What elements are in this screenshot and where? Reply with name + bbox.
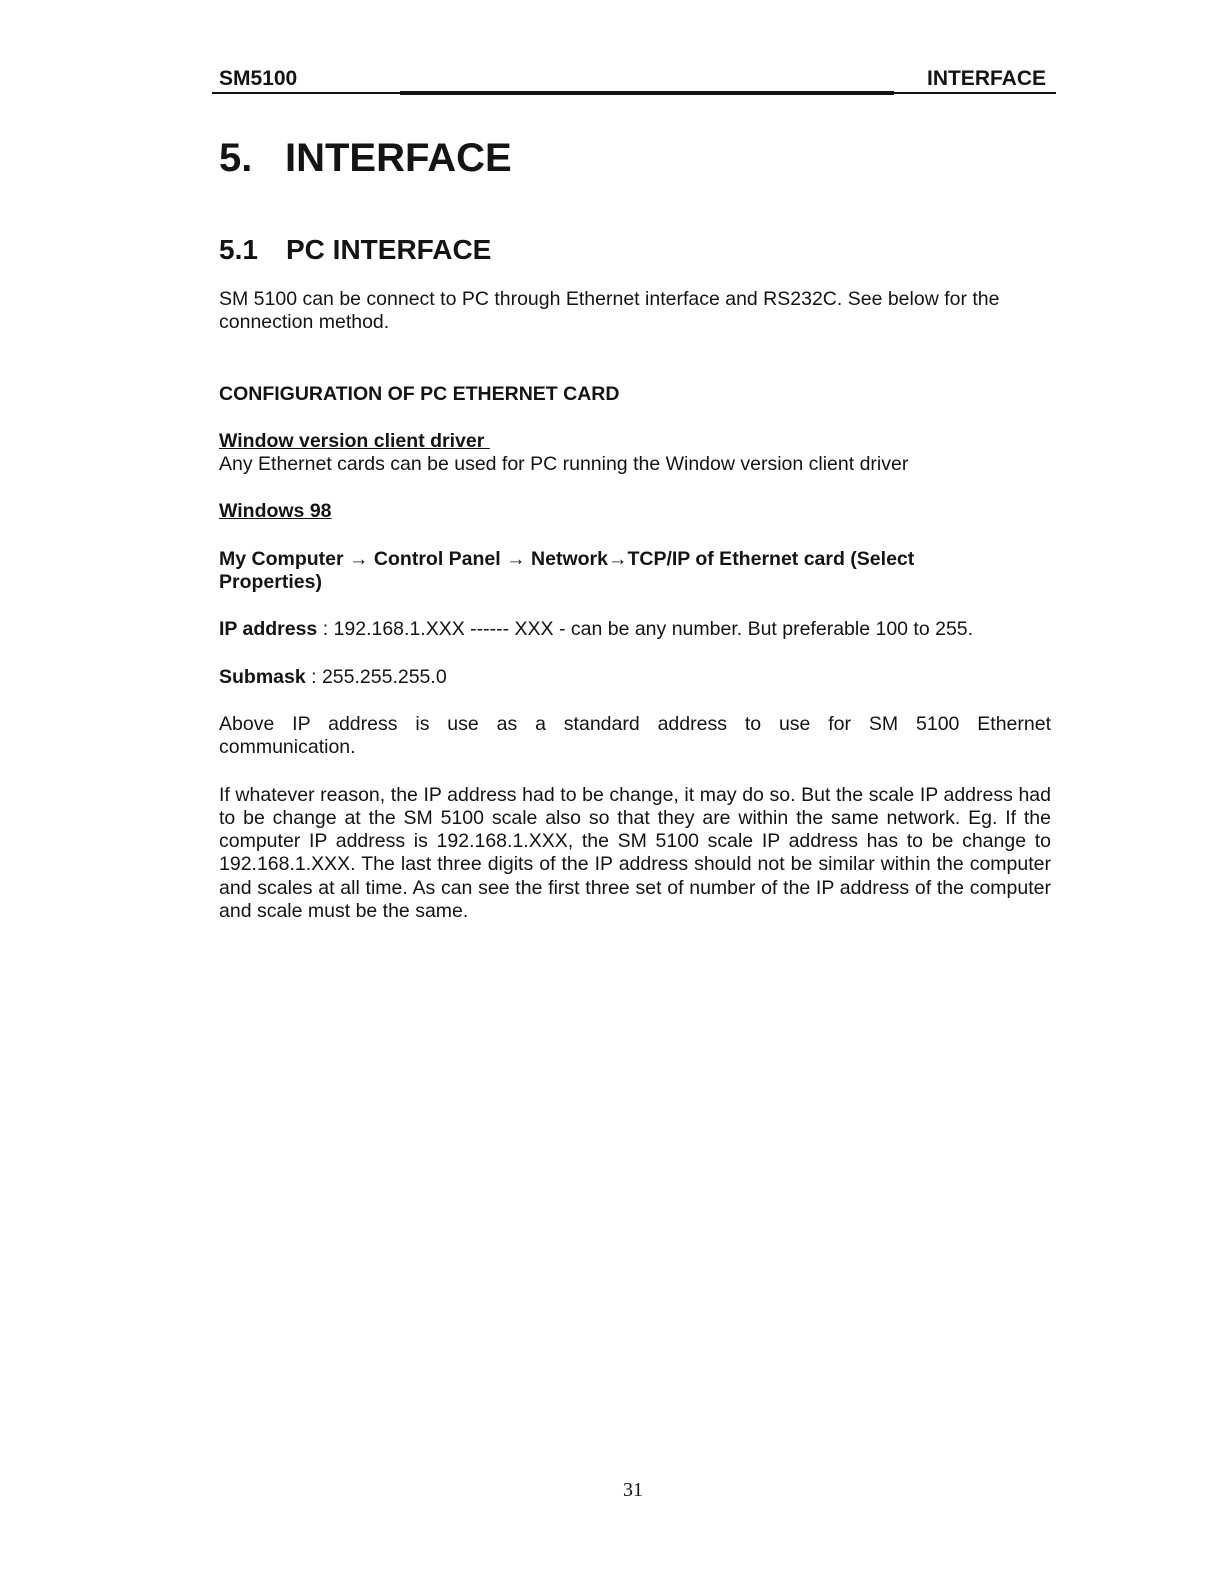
change-note-paragraph: If whatever reason, the IP address had to be change, it may do so. But the scale IP address had to be change at the SM 5100 scale also so that they are within the same network. Eg. If the computer IP address is 192.168.1.XXX, the SM 5100 scale IP address has to be change to 192.168.1.XXX. The last three digits of the IP address should not be similar within the computer and scales at all time. As can see the first three set of number of the IP address of the computer and scale must be the same. [219,783,1051,923]
ip-address-value: : 192.168.1.XXX ------ XXX - can be any number. But preferable 100 to 255. [317,618,974,641]
chapter-title-text: INTERFACE [285,136,512,180]
section-number: 5.1 [219,234,258,265]
intro-paragraph: SM 5100 can be connect to PC through Ethernet interface and RS232C. See below for the connection method. [219,288,1000,334]
submask-value: : 255.255.255.0 [305,665,447,688]
standard-note-line-2: communication. [219,736,356,759]
running-header [212,66,1056,94]
section-title-text: PC INTERFACE [286,234,492,265]
driver-text: Any Ethernet cards can be used for PC running the Window version client driver [219,453,909,476]
section-title [219,233,1051,267]
config-heading: CONFIGURATION OF PC ETHERNET CARD [219,382,620,405]
chapter-title [219,134,1051,182]
win98-settings-path: My Computer → Control Panel → Network→TCP/IP of Ethernet card (Select Properties) [219,547,915,594]
standard-note-line-1: Above IP address is use as a standard address to use for SM 5100 Ethernet [219,712,1051,735]
submask-line [219,666,1051,689]
header-chapter-name: INTERFACE [926,67,1046,90]
chapter-number: 5. [219,136,253,180]
header-rule-thick [400,91,894,95]
win98-heading: Windows 98 [219,500,332,523]
page-number: 31 [623,1479,643,1501]
submask-label: Submask [219,665,306,688]
driver-heading: Window version client driver [219,429,490,452]
header-product-name: SM5100 [219,67,298,90]
page-content [219,134,1051,923]
ip-address-label: IP address [219,618,318,641]
ip-address-line [219,618,1051,641]
